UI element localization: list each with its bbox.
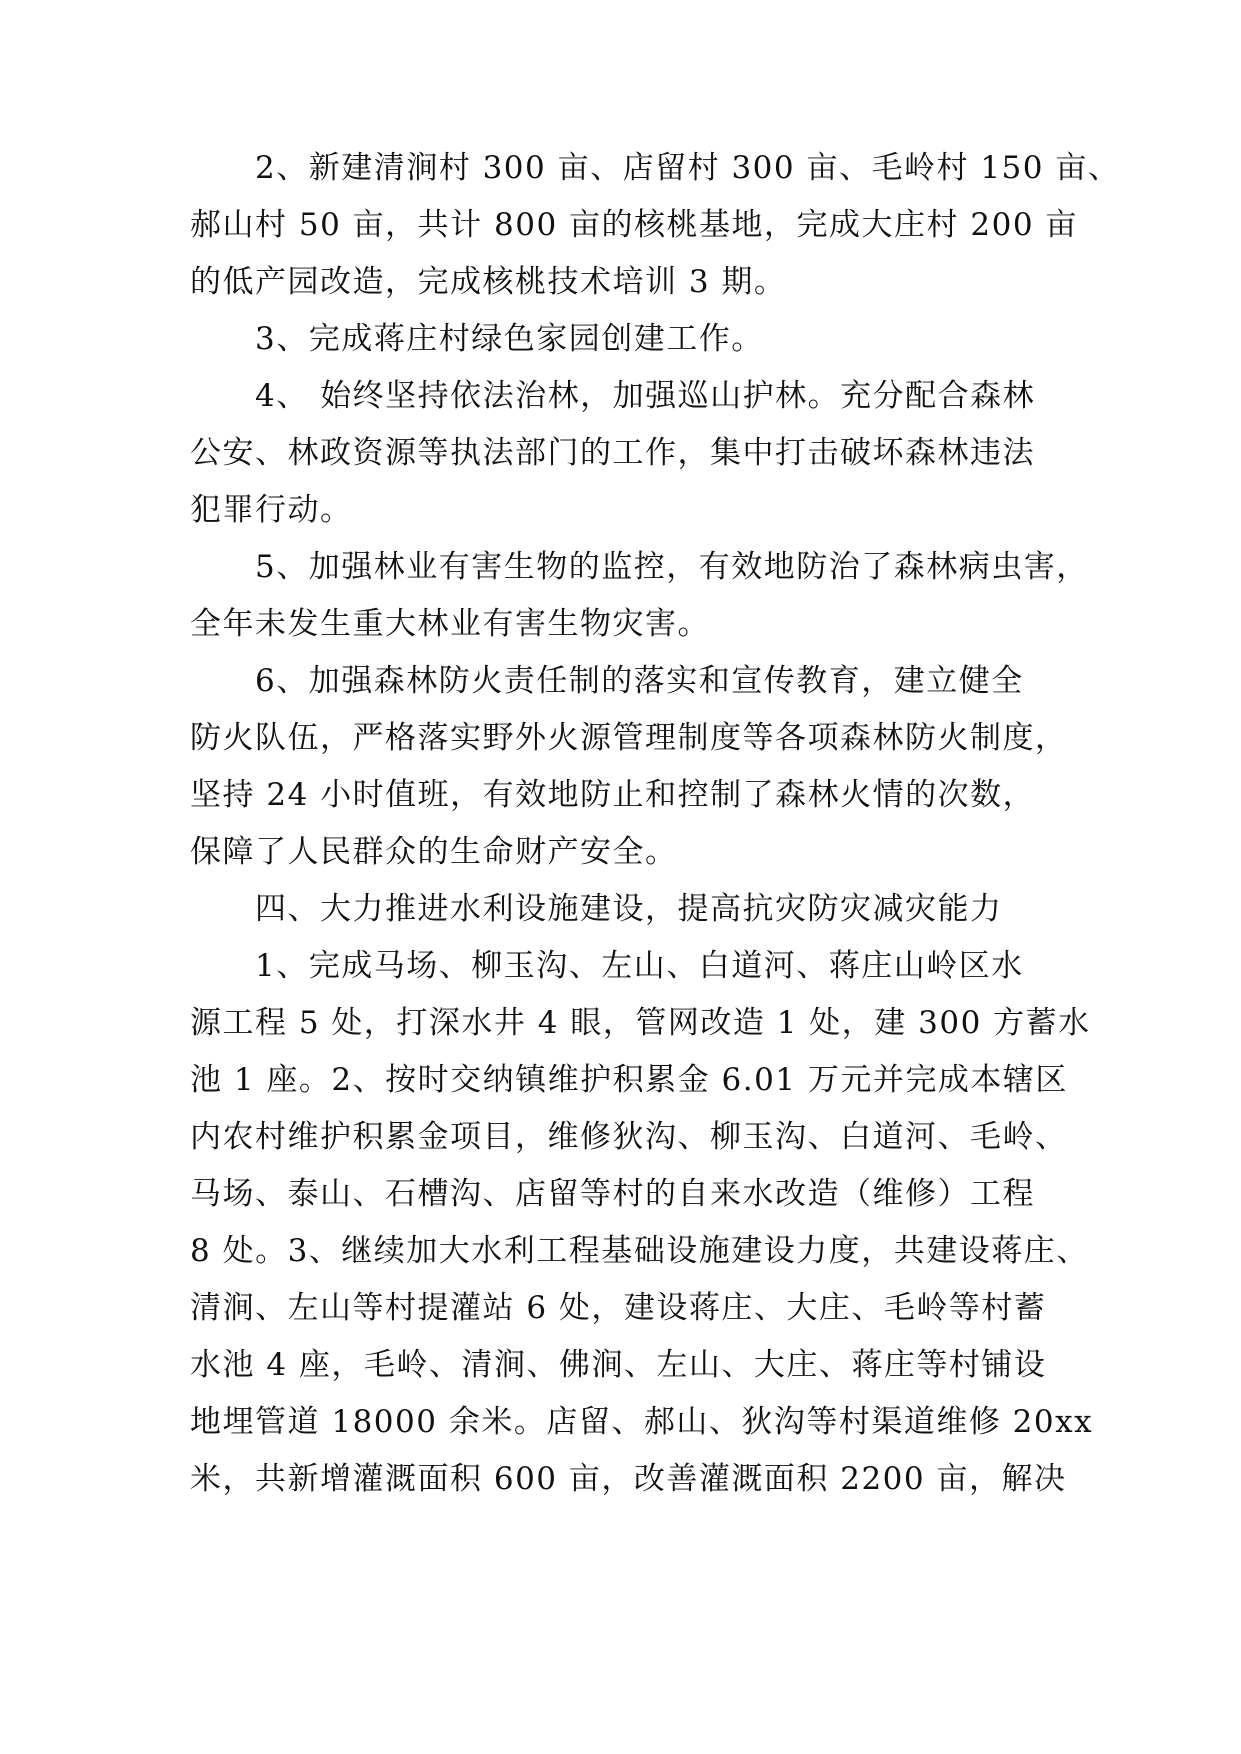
text-line: 8 处。3、继续加大水利工程基础设施建设力度，共建设蒋庄、 xyxy=(190,1233,1089,1269)
text-line: 保障了人民群众的生命财产安全。 xyxy=(190,834,678,870)
text-line: 5、加强林业有害生物的监控，有效地防治了森林病虫害， xyxy=(190,549,1089,585)
text-line: 1、完成马场、柳玉沟、左山、白道河、蒋庄山岭区水 xyxy=(190,948,1024,984)
text-line: 4、 始终坚持依法治林，加强巡山护林。充分配合森林 xyxy=(190,378,1036,414)
text-line: 源工程 5 处，打深水井 4 眼，管网改造 1 处，建 300 方蓄水 xyxy=(190,1005,1091,1041)
text-line: 全年未发生重大林业有害生物灾害。 xyxy=(190,606,710,642)
text-line: 水池 4 座，毛岭、清涧、佛涧、左山、大庄、蒋庄等村铺设 xyxy=(190,1347,1047,1383)
text-line: 米，共新增灌溉面积 600 亩，改善灌溉面积 2200 亩，解决 xyxy=(190,1461,1067,1497)
text-line: 池 1 座。2、按时交纳镇维护积累金 6.01 万元并完成本辖区 xyxy=(190,1062,1068,1098)
text-line: 犯罪行动。 xyxy=(190,492,353,528)
text-line: 地埋管道 18000 余米。店留、郝山、狄沟等村渠道维修 20xx xyxy=(190,1404,1094,1440)
text-line: 内农村维护积累金项目，维修狄沟、柳玉沟、白道河、毛岭、 xyxy=(190,1119,1068,1155)
text-line: 防火队伍，严格落实野外火源管理制度等各项森林防火制度， xyxy=(190,720,1068,756)
section-heading: 四、大力推进水利设施建设，提高抗灾防灾减灾能力 xyxy=(190,891,1003,927)
text-line: 2、新建清涧村 300 亩、店留村 300 亩、毛岭村 150 亩、 xyxy=(190,150,1121,186)
text-line: 公安、林政资源等执法部门的工作，集中打击破坏森林违法 xyxy=(190,435,1035,471)
text-line: 清涧、左山等村提灌站 6 处，建设蒋庄、大庄、毛岭等村蓄 xyxy=(190,1290,1047,1326)
text-line: 马场、泰山、石槽沟、店留等村的自来水改造（维修）工程 xyxy=(190,1176,1035,1212)
text-line: 6、加强森林防火责任制的落实和宣传教育，建立健全 xyxy=(190,663,1024,699)
text-line: 郝山村 50 亩，共计 800 亩的核桃基地，完成大庄村 200 亩 xyxy=(190,207,1078,243)
text-line: 的低产园改造，完成核桃技术培训 3 期。 xyxy=(190,264,787,300)
text-line: 坚持 24 小时值班，有效地防止和控制了森林火情的次数， xyxy=(190,777,1036,813)
text-line: 3、完成蒋庄村绿色家园创建工作。 xyxy=(190,321,764,357)
